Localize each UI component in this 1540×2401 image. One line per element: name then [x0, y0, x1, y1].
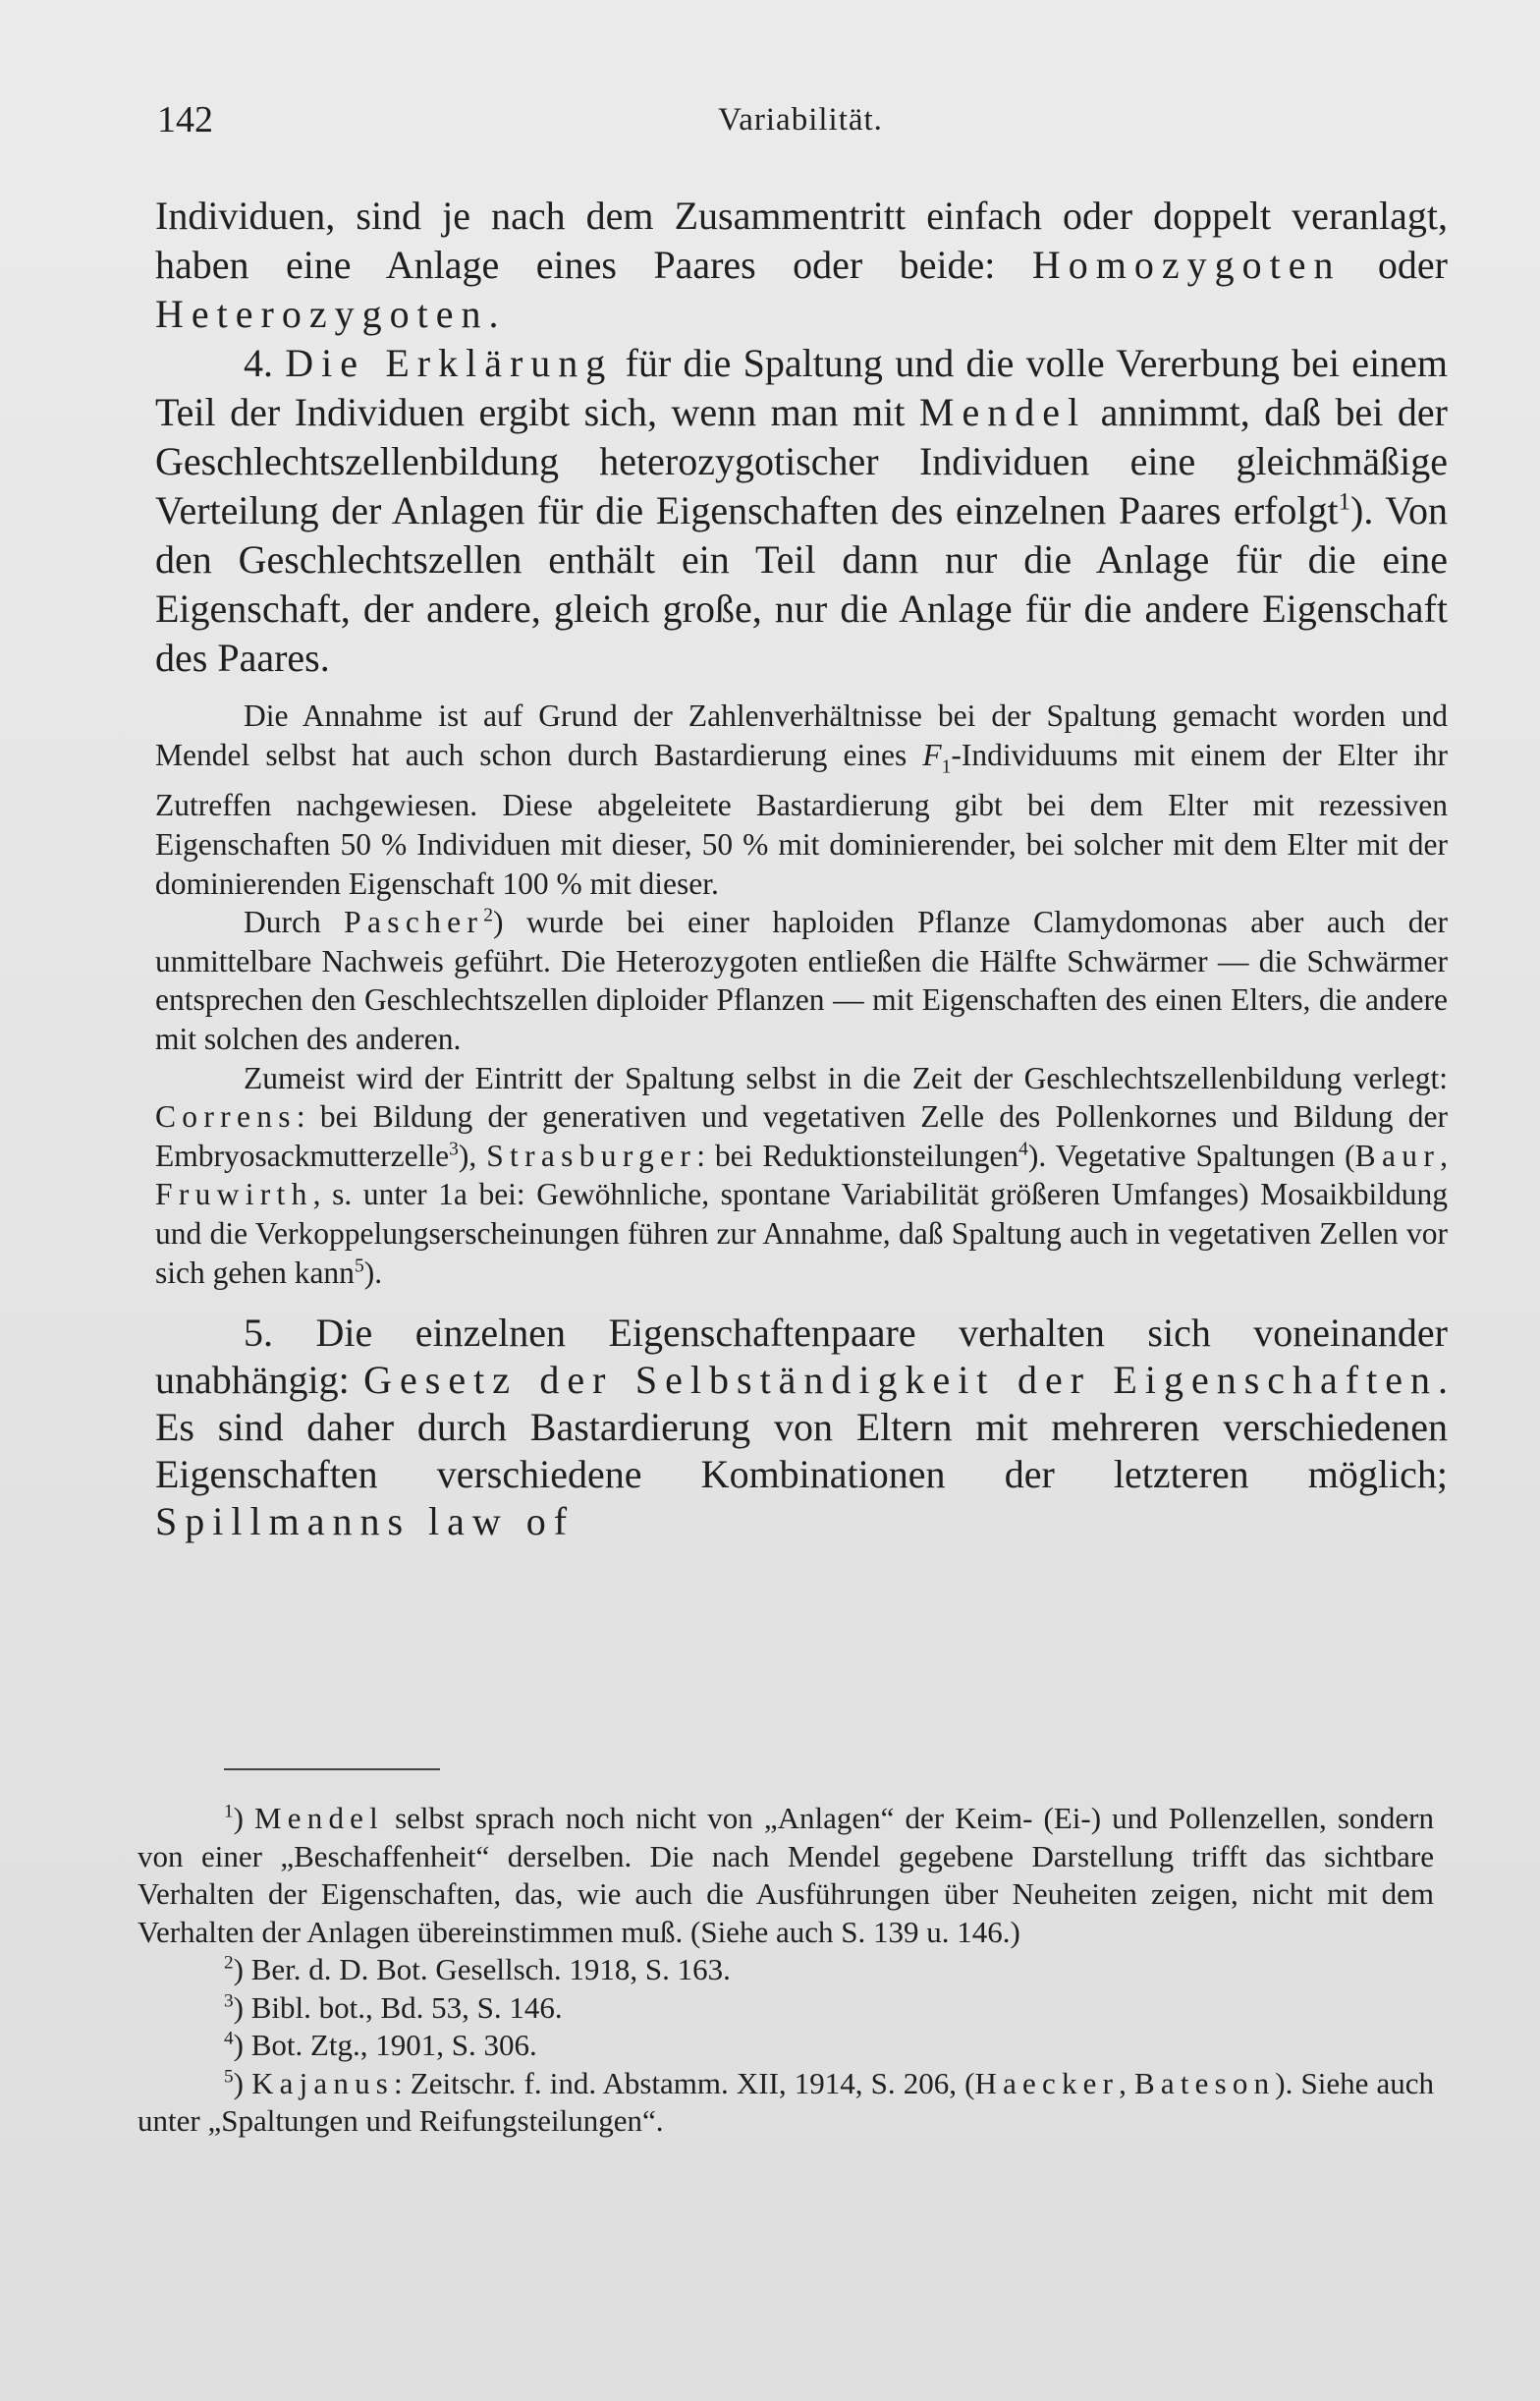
emphasis-haecker: Haecker: [974, 2065, 1120, 2100]
text-run: selbst sprach noch nicht von „Anlagen“ der Keim- (Ei-) und Pollenzellen, sondern von einer „Beschaffenheit“ derselben. Die nach Mendel gegebene Darstellung trifft das sichtbare Verhalten der Eigenschaften, das, wie auch die Ausführungen über Neuheiten zeigen, nicht mit dem Verhalten der Anlagen übereinstimmen muß. (Siehe auch S. 139 u. 146.): [138, 1801, 1434, 1949]
text-run: ) wurde bei einer haploiden Pflanze Clamydomonas aber auch der unmittelbare Nachweis geführt. Die Heterozygoten entließen die Hälfte Schwärmer — die Schwärmer entsprechen den Geschlechtszellen diploider Pflanzen — mit Eigenschaften des einen Elters, die andere mit solchen des anderen.: [155, 905, 1448, 1057]
paragraph-4: [155, 339, 1448, 683]
emphasis-strasburger: Strasburger: [486, 1138, 697, 1173]
emphasis-pascher: Pascher: [344, 905, 484, 940]
text-run: : Zeitschr. f. ind. Abstamm. XII, 1914, S. 206, (: [394, 2065, 975, 2100]
emphasis-gesetz: Gesetz der Selbständigkeit der Eigenschaften: [363, 1358, 1438, 1403]
text-run: : bei Reduktionsteilungen: [696, 1138, 1019, 1173]
text-run: .: [488, 292, 499, 336]
emphasis-mendel: Mendel: [918, 390, 1087, 434]
footnotes: [138, 1800, 1434, 2141]
paragraph-homozygoten: [155, 192, 1448, 339]
emphasis-homozygoten: Homozygoten: [1031, 243, 1342, 287]
small-print-block: [155, 697, 1448, 1292]
text-run: . Es sind daher durch Bastardierung von Eltern mit mehreren verschiedenen Eigenschaften verschiedene Kombinationen der letzteren möglich;: [155, 1358, 1448, 1497]
footnote-number: 3: [224, 1990, 234, 2012]
text-run: Individuen, sind je nach dem Zusammentritt einfach oder doppelt veranlagt, haben eine Anlage eines Paares oder beide:: [155, 194, 1448, 287]
text-run: Bot. Ztg., 1901, S. 306.: [250, 2028, 537, 2062]
emphasis-erklaerung: Die Erklärung: [285, 341, 614, 385]
text-run: oder: [1341, 243, 1448, 287]
footnote-number: 5: [224, 2066, 234, 2088]
text-run: Zumeist wird der Eintritt der Spaltung selbst in die Zeit der Geschlechtszellenbildung verlegt:: [244, 1060, 1448, 1095]
footnote-ref: 3: [449, 1139, 459, 1160]
emphasis-baur: Baur: [1354, 1138, 1441, 1173]
footnote-ref: 5: [354, 1256, 364, 1277]
emphasis-bateson: Bateson: [1134, 2065, 1276, 2100]
paragraph-5: [155, 1310, 1448, 1545]
emphasis-fruwirth: Fruwirth: [155, 1177, 313, 1212]
small-paragraph-3: [155, 1059, 1448, 1293]
text-run: ). Siehe auch unter „Spaltungen und Reifungsteilungen“.: [138, 2065, 1435, 2138]
paragraph-number: 4.: [244, 341, 273, 385]
footnote-ref: 2: [483, 905, 493, 926]
running-title: Variabilität.: [718, 102, 883, 138]
text-run: , s. unter 1a bei: Gewöhnliche, spontane Variabilität größeren Umfanges) Mosaikbildung und die Verkoppelungserscheinungen führen zur Annahme, daß Spaltung auch in vegetativen Zellen vor sich gehen kann: [155, 1177, 1448, 1290]
footnote-ref: 1: [1338, 488, 1350, 516]
text-run: -Individuums mit einem der Elter ihr Zutreffen nachgewiesen. Diese abgeleitete Bastardierung gibt bei dem Elter mit rezessiven Eigenschaften 50 % Individuen mit dieser, 50 % mit dominierender, bei solcher mit dem Elter mit der dominierenden Eigenschaft 100 % mit dieser.: [155, 737, 1448, 901]
emphasis-mendel: Mendel: [254, 1801, 384, 1835]
text-run: ,: [1440, 1138, 1448, 1173]
subscript: 1: [941, 755, 952, 777]
page-number: 142: [157, 99, 213, 140]
text-run: annimmt, daß bei der Geschlechtszellenbildung heterozygotischer Individuen eine gleichmäßige Verteilung der Anlagen für die Eigenschaften des einzelnen Paares erfolgt: [155, 390, 1448, 532]
text-run: ),: [458, 1138, 487, 1173]
emphasis-heterozygoten: Heterozygoten: [155, 292, 489, 336]
text-run: 5. Die einzelnen Eigenschaftenpaare verhalten sich voneinander unabhängig:: [155, 1311, 1448, 1403]
text-run: ,: [1119, 2065, 1135, 2100]
footnote-5: $^5$) Kajanus: Zeitschr. f. ind. Abstamm. XII, 1914, S. 206, (Haecker, Bateson). Siehe auch unter „Spaltungen und Reifungsteilungen“.: [138, 2065, 1435, 2138]
small-paragraph-2: [155, 903, 1448, 1058]
text-run: ). Vegetative Spaltungen (: [1027, 1138, 1355, 1173]
page-header: [157, 98, 1444, 149]
text-run: Ber. d. D. Bot. Gesellsch. 1918, S. 163.: [250, 1952, 731, 1986]
emphasis-spillmanns: Spillmanns law of: [155, 1499, 576, 1544]
main-text: [155, 192, 1448, 683]
footnote-4: $^4$) Bot. Ztg., 1901, S. 306.: [224, 2028, 537, 2062]
page-body: [155, 192, 1448, 1545]
italic-f: F: [922, 737, 942, 772]
footnote-number: 1: [224, 1801, 234, 1822]
footnote-2: $^2$) Ber. d. D. Bot. Gesellsch. 1918, S. 163.: [224, 1952, 731, 1986]
footnote-ref: 4: [1018, 1139, 1028, 1160]
footnote-number: 4: [224, 2028, 234, 2049]
emphasis-correns: Correns: [155, 1099, 297, 1135]
text-run: ).: [363, 1255, 383, 1290]
footnote-number: 2: [224, 1952, 234, 1974]
text-run: Durch: [244, 905, 345, 940]
main-text-continued: [155, 1310, 1448, 1545]
text-run: für die Spaltung und die volle Vererbung bei einem Teil der Individuen ergibt sich, wenn man mit: [155, 341, 1449, 434]
footnote-rule: [224, 1768, 440, 1770]
text-run: ). Von den Geschlechtszellen enthält ein Teil dann nur die Anlage für die eine Eigenschaft, der andere, gleich große, nur die Anlage für die andere Eigenschaft des Paares.: [155, 488, 1448, 680]
footnote-1: $^1$) Mendel selbst sprach noch nicht von „Anlagen“ der Keim- (Ei-) und Pollenzellen, sondern von einer „Beschaffenheit“ derselben. Die nach Mendel gegebene Darstellung trifft das sichtbare Verhalten der Eigenschaften, das, wie auch die Ausführungen über Neuheiten zeigen, nicht mit dem Verhalten der Anlagen übereinstimmen muß. (Siehe auch S. 139 u. 146.): [138, 1801, 1434, 1949]
emphasis-kajanus: Kajanus: [251, 2065, 395, 2100]
text-run: Die Annahme ist auf Grund der Zahlenverhältnisse bei der Spaltung gemacht worden und Mendel selbst hat auch schon durch Bastardierung eines: [155, 698, 1448, 772]
text-run: Bibl. bot., Bd. 53, S. 146.: [250, 1989, 563, 2025]
text-run: : bei Bildung der generativen und vegetativen Zelle des Pollenkornes und Bildung der Embryosackmutterzelle: [155, 1099, 1448, 1173]
small-paragraph-1: [155, 697, 1448, 903]
footnote-3: $^3$) Bibl. bot., Bd. 53, S. 146.: [224, 1989, 563, 2025]
